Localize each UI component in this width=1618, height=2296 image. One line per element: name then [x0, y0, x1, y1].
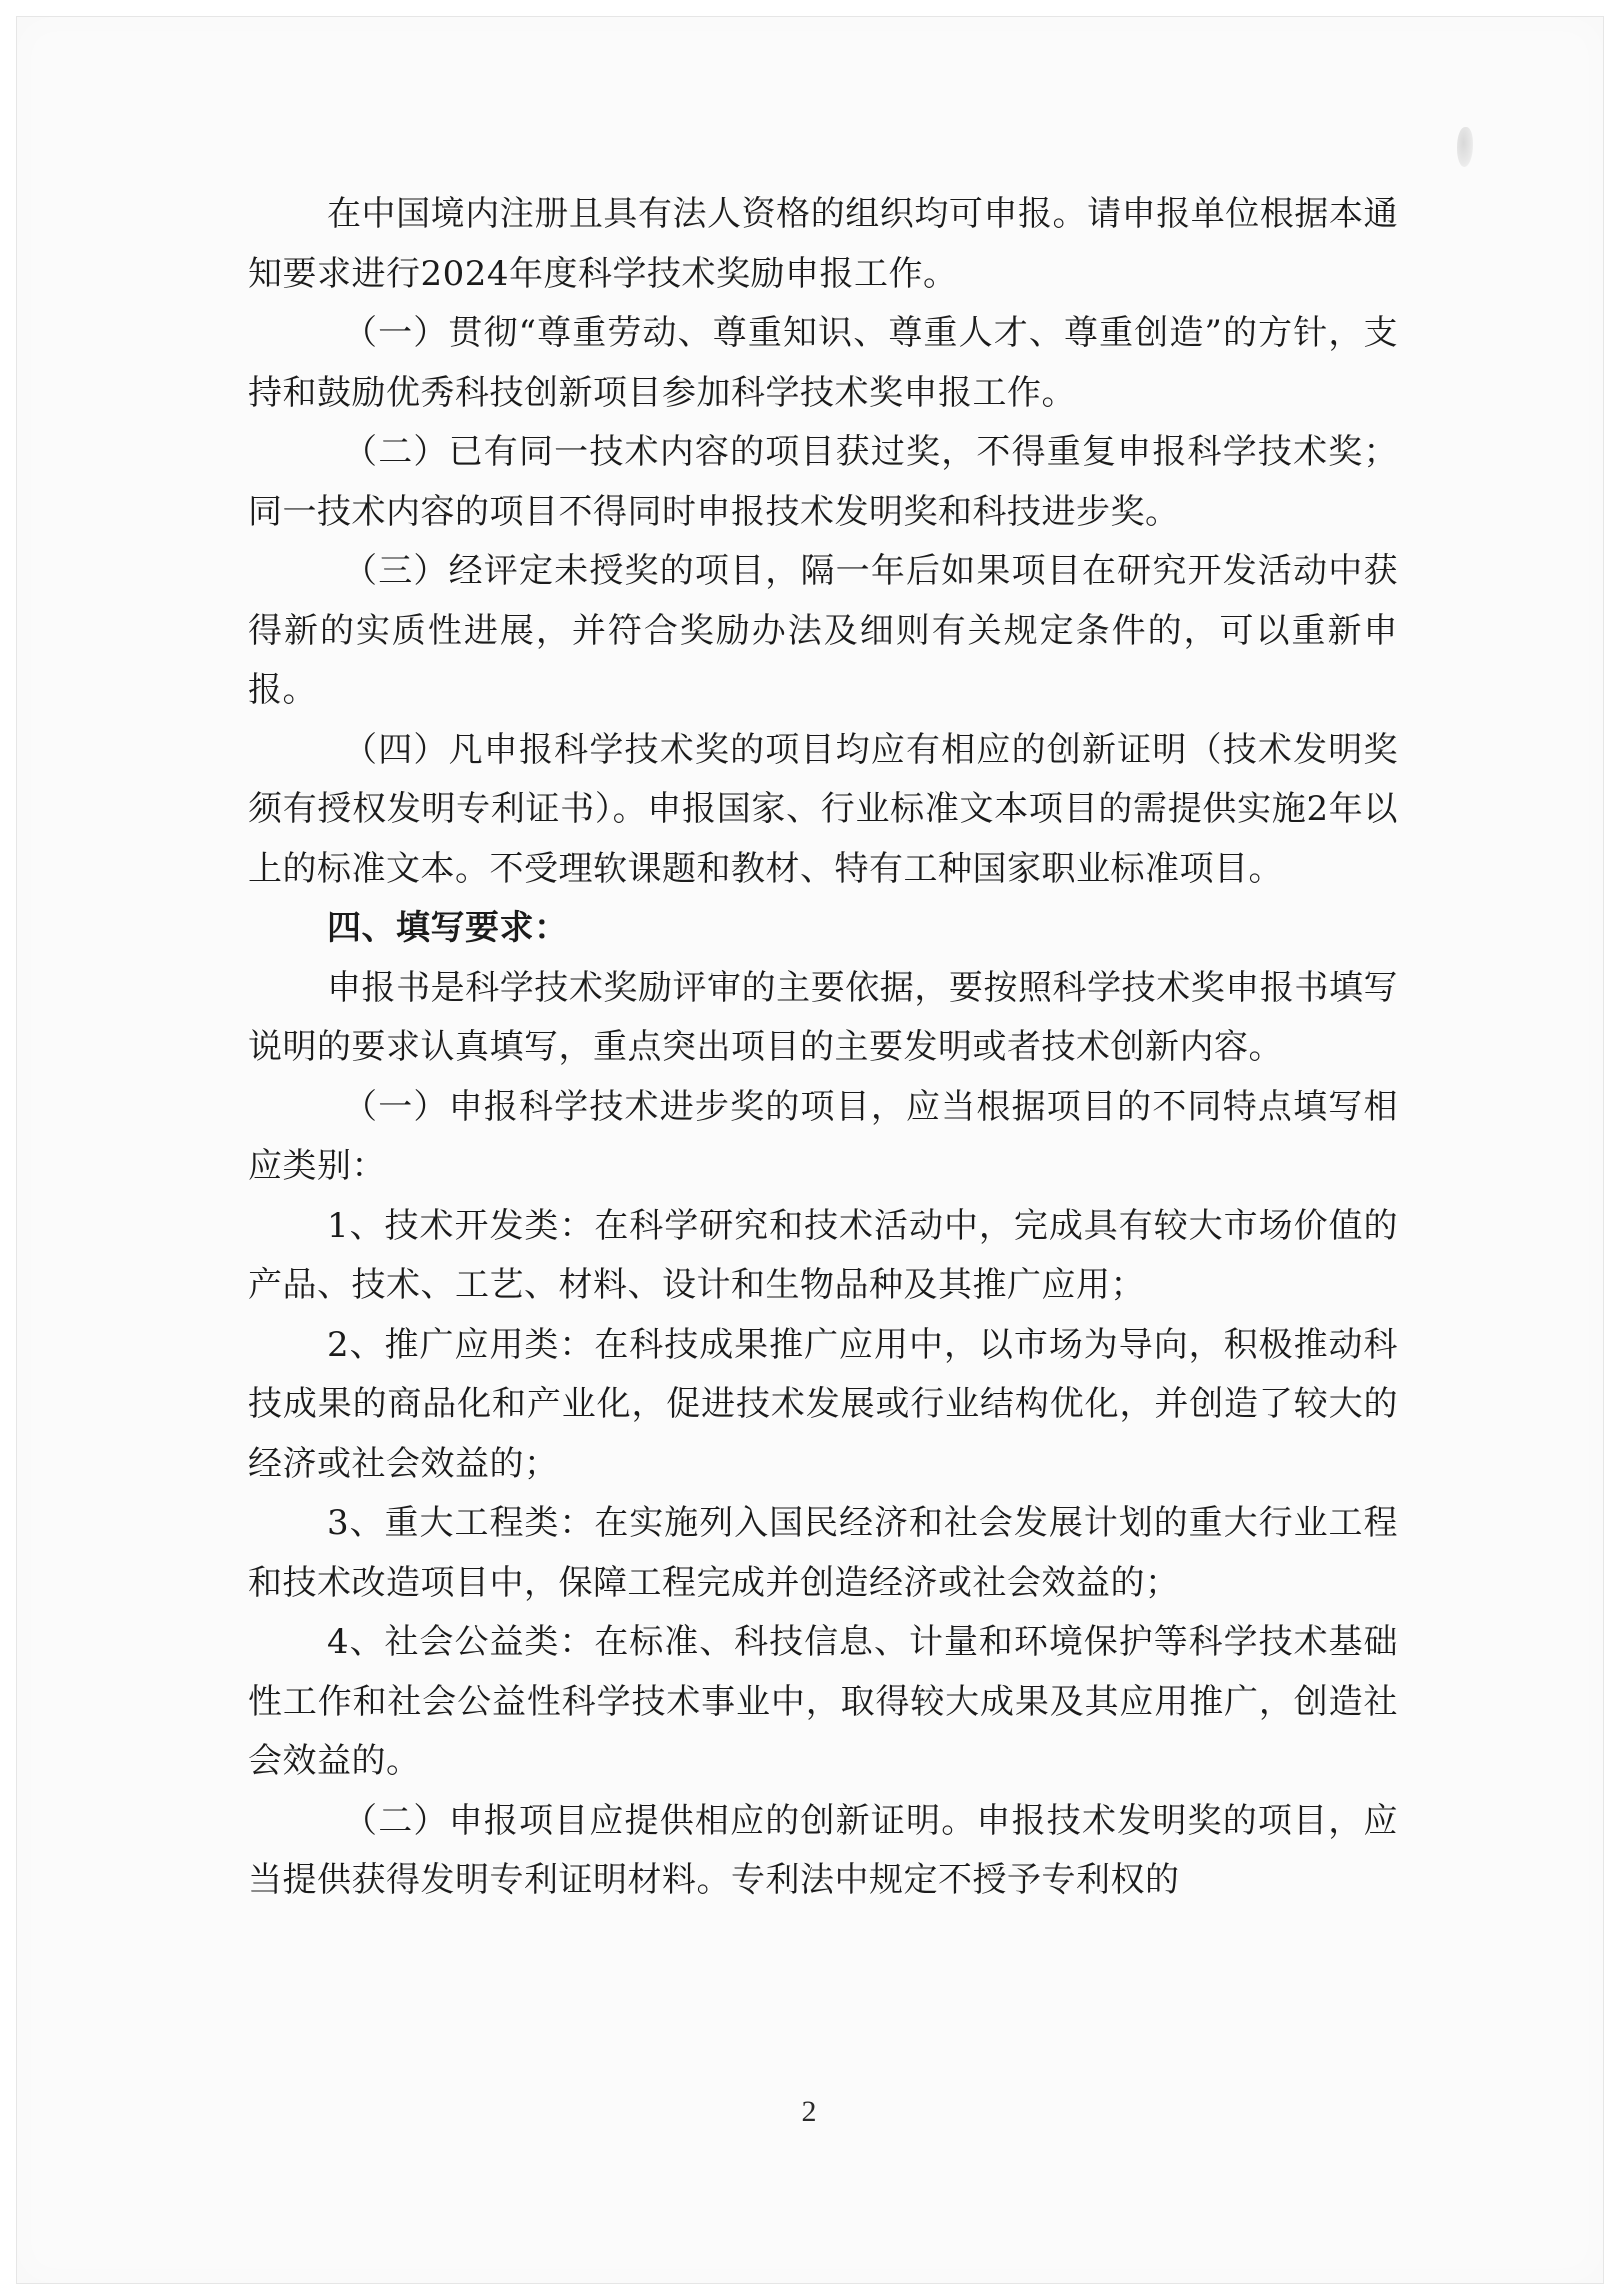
document-body [248, 185, 1398, 1911]
section-heading-filling-requirements: 四、填写要求： [327, 908, 569, 948]
list-item-technology-development: 1、技术开发类：在科学研究和技术活动中，完成具有较大市场价值的产品、技术、工艺、材料、设计和生物品种及其推广应用； [248, 1205, 1398, 1305]
list-item-major-engineering: 3、重大工程类：在实施列入国民经济和社会发展计划的重大行业工程和技术改造项目中，保障工程完成并创造经济或社会效益的； [248, 1503, 1398, 1603]
paragraph-item-1: （一）贯彻“尊重劳动、尊重知识、尊重人才、尊重创造”的方针，支持和鼓励优秀科技创新项目参加科学技术奖申报工作。 [248, 313, 1398, 413]
scan-smudge [1457, 127, 1473, 167]
page-number: 2 [801, 2095, 817, 2128]
paragraph-item-4: （四）凡申报科学技术奖的项目均应有相应的创新证明（技术发明奖须有授权发明专利证书）。申报国家、行业标准文本项目的需提供实施2年以上的标准文本。不受理软课题和教材、特有工种国家职业标准项目。 [248, 729, 1398, 889]
paragraph-innovation-proof: （二）申报项目应提供相应的创新证明。申报技术发明奖的项目，应当提供获得发明专利证明材料。专利法中规定不授予专利权的 [248, 1800, 1398, 1900]
list-item-promotion-application: 2、推广应用类：在科技成果推广应用中，以市场为导向，积极推动科技成果的商品化和产业化，促进技术发展或行业结构优化，并创造了较大的经济或社会效益的； [248, 1324, 1398, 1484]
paragraph-application-basis: 申报书是科学技术奖励评审的主要依据，要按照科学技术奖申报书填写说明的要求认真填写，重点突出项目的主要发明或者技术创新内容。 [248, 967, 1398, 1067]
list-item-social-welfare: 4、社会公益类：在标准、科技信息、计量和环境保护等科学技术基础性工作和社会公益性科学技术事业中，取得较大成果及其应用推广，创造社会效益的。 [248, 1622, 1398, 1781]
paragraph-item-3: （三）经评定未授奖的项目，隔一年后如果项目在研究开发活动中获得新的实质性进展，并符合奖励办法及细则有关规定条件的，可以重新申报。 [248, 551, 1398, 710]
paragraph-progress-award-categories: （一）申报科学技术进步奖的项目，应当根据项目的不同特点填写相应类别： [248, 1086, 1398, 1186]
paragraph-item-2: （二）已有同一技术内容的项目获过奖，不得重复申报科学技术奖；同一技术内容的项目不得同时申报技术发明奖和科技进步奖。 [248, 432, 1398, 532]
paragraph-eligibility: 在中国境内注册且具有法人资格的组织均可申报。请申报单位根据本通知要求进行2024年度科学技术奖励申报工作。 [248, 194, 1398, 294]
